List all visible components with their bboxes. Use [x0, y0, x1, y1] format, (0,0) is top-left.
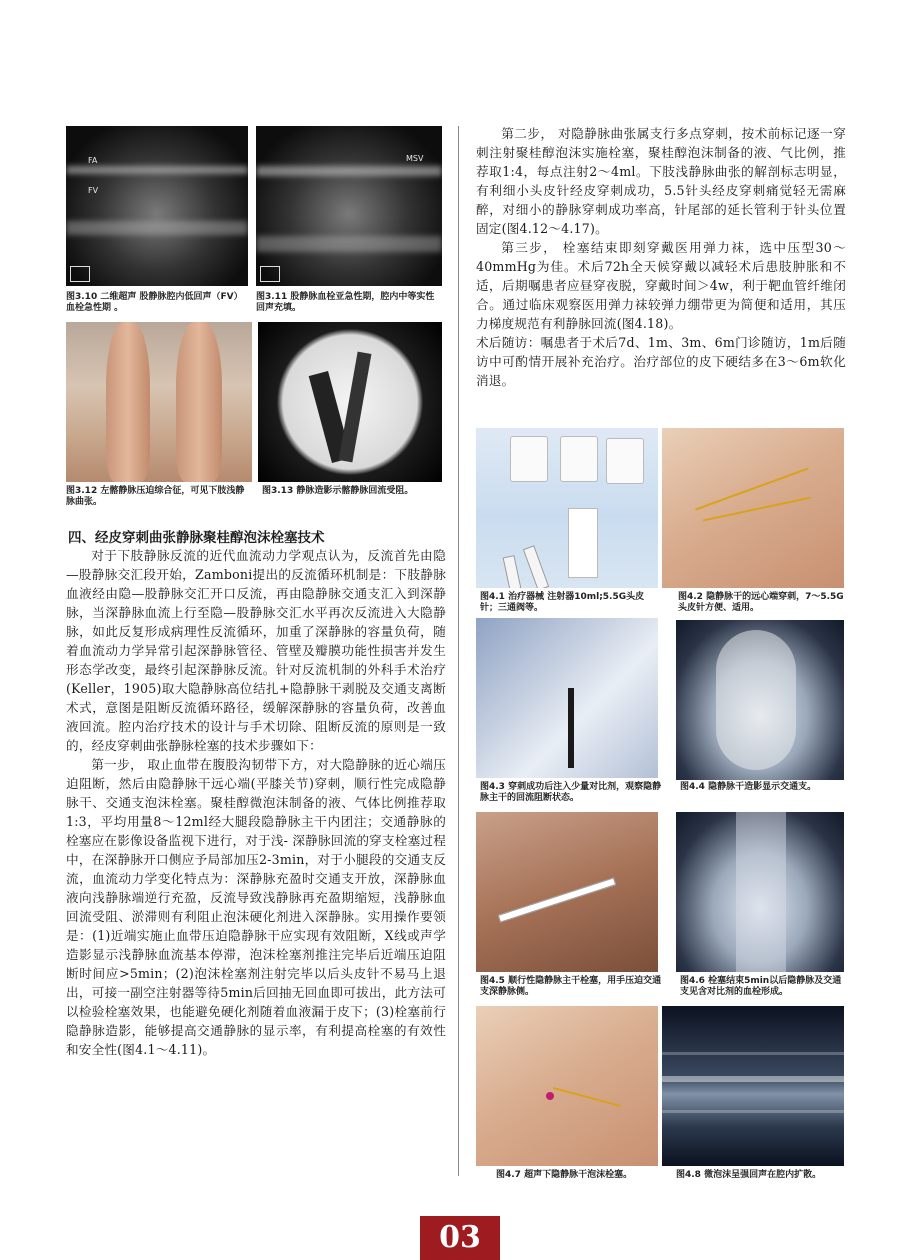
ultrasound-image-subacute-thrombus	[256, 126, 442, 286]
caption-fig-3-11: 图3.11 股静脉血栓亚急性期，腔内中等实性回声充填。	[256, 292, 435, 313]
paragraph-step-one: 第一步， 取止血带在腹股沟韧带下方，对大隐静脉的近心端压迫阻断，然后由隐静脉干远心端(平膝关节)穿刺，顺行性完成隐静脉干、交通支泡沫栓塞。聚桂醇微泡沫制备的液、气体比例推荐取1:3，平均用量8～12ml经大腿段隐静脉主干内团注；交通静脉的栓塞应在影像设备监视下进行，对于浅- 深静脉回流的穿支栓塞过程中，在深静脉开口侧应予局部加压2-3min，对于小腿段的交通支反流，血流动力学变化特点为：深静脉充盈时交通支开放，深静脉血液向浅静脉端逆行充盈，反流导致浅静脉再充盈期缩短，浅静脉血回流受阻、淤滞则有利阻止泡沫硬化剂进入深静脉。实用操作要领是：(1)近端实施止血带压迫隐静脉干应实现有效阻断，X线或声学造影显示浅静脉血流基本停滞，泡沫栓塞剂推注完毕后近端压迫阻断时间应>5min；(2)泡沫栓塞剂注射完毕以后头皮针不易马上退出，可接一副空注射器等待5min后回抽无回血即可拔出，此方法可以检验栓塞效果，也能避免硬化剂随着血液漏于皮下；(3)栓塞前行隐静脉造影，能够提高交通静脉的显示率，有利提高栓塞的有效性和安全性(图4.1～4.11)。	[66, 757, 446, 1057]
paragraph-step-two: 第二步， 对隐静脉曲张属支行多点穿刺，按术前标记逐一穿刺注射聚桂醇泡沫实施栓塞，聚桂醇泡沫制备的液、气比例，推荐取1:4，每点注射2～4ml。下肢浅静脉曲张的解剖标志明显，有利细小头皮针经皮穿刺成功，5.5针头经皮穿刺痛觉轻无需麻醉，对细小的静脉穿刺成功率高，针尾部的延长管利于针头位置固定(图4.12～4.17)。	[476, 126, 846, 236]
photo-distal-puncture	[662, 428, 844, 588]
photo-antegrade-embolization	[476, 812, 658, 972]
package	[560, 436, 598, 482]
caption-fig-4-4: 图4.4 隐静脉干造影显示交通支。	[680, 782, 817, 792]
caption-fig-4-5: 图4.5 顺行性隐静脉主干栓塞，用手压迫交通支深静脉侧。	[480, 976, 662, 997]
syringe	[503, 555, 522, 588]
msv-label: MSV	[406, 154, 424, 163]
caption-fig-3-10: 图3.10 二维超声 股静脉腔内低回声（FV）血栓急性期 。	[66, 292, 243, 313]
syringe	[523, 545, 549, 588]
left-column-text	[66, 546, 446, 1059]
fa-label: FA	[88, 156, 98, 165]
ultrasound-image-fv-thrombus	[66, 126, 248, 286]
right-column-text	[476, 124, 846, 390]
scanner-logo	[70, 266, 90, 282]
catheter-line	[695, 468, 808, 511]
medicine-box	[568, 508, 598, 578]
photo-treatment-instruments	[476, 428, 658, 588]
caption-fig-4-1: 图4.1 治疗器械 注射器10ml;5.5G头皮针；三通阀等。	[480, 592, 645, 613]
venography-iliac-vein	[258, 322, 442, 482]
xray-saphenous-venography	[676, 620, 844, 780]
caption-fig-4-8: 图4.8 微泡沫呈强回声在腔内扩散。	[676, 1170, 822, 1180]
caption-fig-4-7: 图4.7 超声下隐静脉干泡沫栓塞。	[496, 1170, 633, 1180]
fv-label: FV	[88, 186, 99, 195]
right-leg	[176, 322, 222, 482]
caption-fig-3-13: 图3.13 静脉造影示髂静脉回流受阻。	[262, 486, 414, 496]
caption-fig-3-12: 图3.12 左髂静脉压迫综合征，可见下肢浅静脉曲张。	[66, 486, 245, 507]
ultrasound-microfoam	[662, 1006, 844, 1166]
catheter-line	[553, 1087, 621, 1107]
caption-fig-4-6: 图4.6 栓塞结束5min以后隐静脉及交通支见含对比剂的血栓形成。	[680, 976, 842, 997]
column-divider	[458, 126, 459, 1176]
paragraph-intro: 对于下肢静脉反流的近代血流动力学观点认为，反流首先由隐—股静脉交汇段开始，Zamboni提出的反流循环机制是：下肢静脉血液经由隐—股静脉交汇开口反流，再由隐静脉交通支汇入到深静脉，当深静脉血流上行至隐—股静脉交汇水平再次反流进入大隐静脉，如此反复形成病理性反流循环，加重了深静脉的容量负荷，随着血流动力学异常引起深静脉管径、管壁及瓣膜功能性损害并发生形态学改变，最终引起深静脉反流。针对反流机制的外科手术治疗(Keller，1905)取大隐静脉高位结扎+隐静脉干剥脱及交通支离断术式，意图是阻断反流循环路径，缓解深静脉的容量负荷，改善血液回流。腔内治疗技术的设计与手术切除、阻断反流的原则是一致的，经皮穿刺曲张静脉栓塞的技术步骤如下：	[66, 548, 446, 753]
section-heading: 四、经皮穿刺曲张静脉聚桂醇泡沫栓塞技术	[68, 530, 325, 546]
paragraph-followup: 术后随访：嘱患者于术后7d、1m、3m、6m门诊随访，1m后随访中可酌情开展补充治疗。治疗部位的皮下硬结多在3～6m软化消退。	[476, 335, 846, 388]
package	[510, 436, 548, 482]
scanner-logo	[260, 266, 280, 282]
syringe	[498, 877, 617, 922]
caption-fig-4-3: 图4.3 穿刺成功后注入少量对比剂，观察隐静脉主干的回流阻断状态。	[480, 782, 662, 803]
photo-ultrasound-guided-foam	[476, 1006, 658, 1166]
caption-fig-4-2: 图4.2 隐静脉干的远心端穿刺，7～5.5G头皮针方便、适用。	[678, 592, 844, 613]
left-leg	[106, 322, 150, 482]
paragraph-step-three: 第三步， 栓塞结束即刻穿戴医用弹力袜，选中压型30～40mmHg为佳。术后72h全天候穿戴以减轻术后患肢肿胀和不适，后期嘱患者应昼穿夜脱，穿戴时间＞4w，利于靶血管纤维闭合。通过临床观察医用弹力袜较弹力绷带更为简便和适用，其压力梯度规范有利静脉回流(图4.18)。	[476, 240, 846, 331]
photo-legs-varicose-veins	[66, 322, 252, 482]
xray-post-embolization	[676, 812, 844, 972]
package	[606, 438, 644, 484]
page-number: 03	[420, 1216, 500, 1260]
xray-contrast-injection	[476, 618, 658, 778]
